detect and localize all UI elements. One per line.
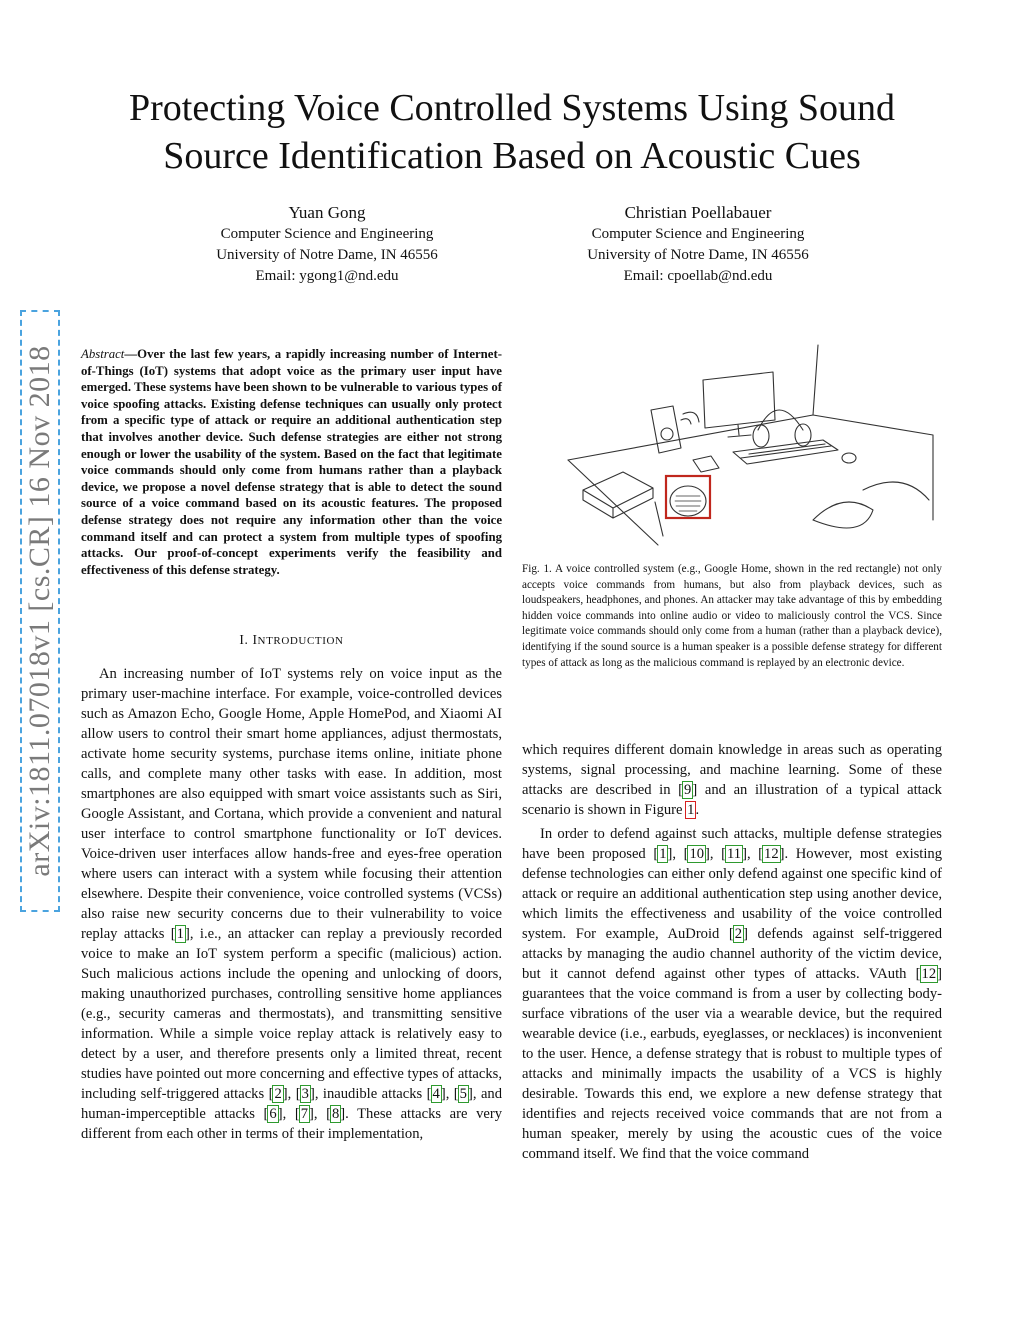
text-run: . These attacks are very different from each other in terms of their implementation, [81,1106,503,1142]
author-affiliation: University of Notre Dame, IN 46556 [587,247,809,263]
citation-link[interactable]: 1 [659,846,667,862]
pencil-icon [655,502,663,536]
highlight-rectangle [666,476,710,518]
phone-icon [693,456,719,472]
citation-link[interactable]: 1 [176,926,184,942]
author-name: Yuan Gong [288,203,366,222]
wall-corner [813,345,818,415]
text-run: , [282,1106,295,1122]
citation-link[interactable]: 2 [734,926,743,942]
chair-icon [813,482,929,528]
citation-link[interactable]: 9 [684,782,692,798]
intro-left-column [81,664,502,1144]
figure-1-illustration [563,340,939,550]
text-run: In order to defend against such attacks, multiple defense strategies have been proposed [522,826,942,862]
text-run: , [313,1106,327,1122]
author-2 [528,202,868,287]
text-run: , [746,846,759,862]
citation-link[interactable]: 12 [764,846,779,862]
text-run: , inaudible attacks [314,1086,427,1102]
citation-link[interactable]: 12 [921,966,937,982]
citation-link[interactable]: 4 [432,1086,440,1102]
abstract-text: —Over the last few years, a rapidly increasing number of Internet-of-Things (IoT) systems that adopt voice as the primary user input have emerged. These systems have been shown to be vulnerable to various types of voice spoofing attacks. Existing defense techniques can usually only protect from a specific type of attack or require an additional authentication step that involves another device. Such defense strategies are either not strong enough or lower the usability of the system. Based on the fact that legitimate voice commands should only come from humans rather than a playback device, we propose a novel defense strategy that is able to detect the sound source of a voice command based on its acoustic features. The proposed defense strategy does not require any information other than the voice command itself and can protect a system from multiple types of spoofing attacks. Our proof-of-concept experiments verify the feasibility and effectiveness of this defense strategy. [81,347,502,577]
paragraph: In order to defend against such attacks, multiple defense strategies have been proposed [1], [10], [11], [12]. However, most existing defense technologies can either only defend against one specific kind of attack or require an additional authentication step using another device, which limits the effectiveness and usability of the voice controlled system. For example, AuDroid [2] defends against self-triggered attacks by managing the audio channel authority of the victim device, but it cannot defend against other types of attacks. VAuth [12] guarantees that the voice command is from a user by collecting body-surface vibrations of the user via a wearable device, but the required wearable device (i.e., earbuds, eyeglasses, or necklaces) is inconvenient to the user. Hence, a defense strategy that is robust to multiple types of attacks and minimally impacts the usability of a VCS is highly desirable. Towards this end, we explore a new defense strategy that identifies and rejects received voice commands that are not from a human speaker, merely by using the acoustic cues of the voice command itself. We find that the voice command [522,826,943,1162]
section-heading [81,632,502,648]
text-run: . [695,802,700,818]
author-email: Email: ygong1@nd.edu [255,268,399,284]
text-run: defends against self-triggered attacks by managing the audio channel authority of the victim device, but it cannot defend against other types of attacks. VAuth [522,926,942,982]
book-icon [583,472,653,518]
author-affiliation: University of Notre Dame, IN 46556 [216,247,438,263]
section-title-rest: NTRODUCTION [257,635,344,647]
section-number: I. [239,632,253,647]
figure-link[interactable]: 1 [687,802,695,818]
text-run: , and human-imperceptible attacks [81,1086,503,1122]
figure-caption: Fig. 1. A voice controlled system (e.g., Google Home, shown in the red rectangle) not only accepts voice commands from humans, but also from playback devices, such as loudspeakers, headphones, and phones. An attacker may take advantage of this by embedding hidden voice commands into online audio or video to maliciously control the VCS. Since legitimate voice commands should only come from a human (rather than a playback device), identifying if the sound source is a human speaker is a possible defense strategy for different types of attack as long as the malicious command is replayed by an electronic device. [522,563,942,669]
text-run: which requires different domain knowledge in areas such as operating systems, signal processing, and machine learning. Some of these attacks are described in [522,742,942,798]
citation-link[interactable]: 5 [459,1086,467,1102]
paragraph: An increasing number of IoT systems rely on voice input as the primary user-machine interface. For example, voice-controlled devices such as Amazon Echo, Google Home, Apple HomePod, and Xiaomi AI allow users to control their smart home appliances, adjust thermostats, activate home security systems, purchase items online, initiate phone calls, and complete many other tasks with ease. In addition, most smartphones are also equipped with smart voice assistants such as Siri, Google Assistant, and Cortana, which provide a convenient and natural user interface to control smartphone functionality or IoT devices. Voice-driven user interfaces allow hands-free and eyes-free operation where users can interact with a system while focusing their attention elsewhere. Despite their convenience, voice controlled systems (VCSs) also raise new security concerns due to their vulnerability to voice replay attacks [1], i.e., an attacker can replay a previously recorded voice to make an IoT system perform a specific (malicious) action. Such malicious actions include the opening and unlocking of doors, making unauthorized purchases, controlling sensitive home appliances (e.g., security cameras and thermostats), and transmitting sensitive information. While a simple voice replay attack is relatively easy to detect by a user, and therefore presents only a limited threat, recent studies have pointed out more concerning and effective types of attacks, including self-triggered attacks [2], [3], inaudible attacks [4], [5], and human-imperceptible attacks [6], [7], [8]. These attacks are very different from each other in terms of their implementation, [81,666,503,1142]
author-name: Christian Poellabauer [624,203,772,222]
arxiv-stamp-text: arXiv:1811.07018v1 [cs.CR] 16 Nov 2018 [23,345,56,877]
citation-link[interactable]: 3 [301,1086,309,1102]
citation-link[interactable]: 10 [689,846,705,862]
text-run: . However, most existing defense technologies can either only defend against one specific kind of attack or require an additional authentication step using another device, which limits the effectiveness and usability of the voice controlled system. For example, AuDroid [522,846,943,942]
sound-waves [681,412,699,424]
author-dept: Computer Science and Engineering [591,226,805,242]
author-email: Email: cpoellab@nd.edu [623,268,773,284]
citation-link[interactable]: 2 [274,1086,282,1102]
abstract [81,346,502,578]
paragraph: which requires different domain knowledge in areas such as operating systems, signal processing, and machine learning. Some of these attacks are described in [9] and an illustration of a typical attack scenario is shown in Figure 1. [522,742,942,818]
citation-link[interactable]: 8 [331,1106,340,1122]
text-run: , i.e., an attacker can replay a previously recorded voice to make an IoT system perform a specific (malicious) action. Such malicious actions include the opening and unlocking of doors, making unauthorized purchases, controlling sensitive home appliances (e.g., security cameras and thermostats), and transmitting sensitive information. While a simple voice replay attack is relatively easy to detect by a user, and therefore presents only a limited threat, recent studies have pointed out more concerning and effective types of attacks, including self-triggered attacks [81,926,503,1102]
abstract-label: Abstract [81,347,125,361]
text-run: , [672,846,684,862]
intro-right-column [522,740,942,1164]
citation-link[interactable]: 6 [269,1106,277,1122]
desk-outline [568,415,933,520]
text-run: , [287,1086,296,1102]
mouse-icon [842,453,856,463]
text-run: , [445,1086,454,1102]
headphones-icon [758,410,803,430]
speaker-cone [661,428,673,440]
paper-title: Protecting Voice Controlled Systems Using Sound Source Identification Based on Acoustic Cues [129,87,895,177]
section-initial: I [252,632,258,647]
arxiv-stamp [20,310,60,912]
text-run: , [709,846,722,862]
citation-link[interactable]: 11 [727,846,742,862]
loudspeaker-icon [651,406,681,453]
text-run: An increasing number of IoT systems rely on voice input as the primary user-machine interface. For example, voice-controlled devices such as Amazon Echo, Google Home, Apple HomePod, and Xiaomi AI allow users to control their smart home appliances, adjust thermostats, activate home security systems, purchase items online, initiate phone calls, and complete many other tasks with ease. In addition, most smartphones are also equipped with smart voice assistants such as Siri, Google Assistant, and Cortana, which provide a convenient and natural user interface to control smartphone functionality or IoT devices. Voice-driven user interfaces allow hands-free and eyes-free operation where users can interact with a system while focusing their attention elsewhere. Despite their convenience, voice controlled systems (VCSs) also raise new security concerns due to their vulnerability to voice replay attacks [81,666,502,942]
text-run: guarantees that the voice command is from a user by collecting body-surface vibrations of the user via a wearable device, but the required wearable device (i.e., earbuds, eyeglasses, or necklaces) is inconvenient to the user. Hence, a defense strategy that is robust to multiple types of attacks and minimally impacts the usability of a VCS is highly desirable. Towards this end, we explore a new defense strategy that identifies and rejects received voice commands that are not from a human speaker, merely by using the acoustic cues of the voice command itself. We find that the voice command [522,986,942,1162]
citation-link[interactable]: 7 [300,1106,308,1122]
author-dept: Computer Science and Engineering [220,226,434,242]
author-1 [157,202,497,287]
text-run: and an illustration of a typical attack scenario is shown in Figure [522,782,942,818]
